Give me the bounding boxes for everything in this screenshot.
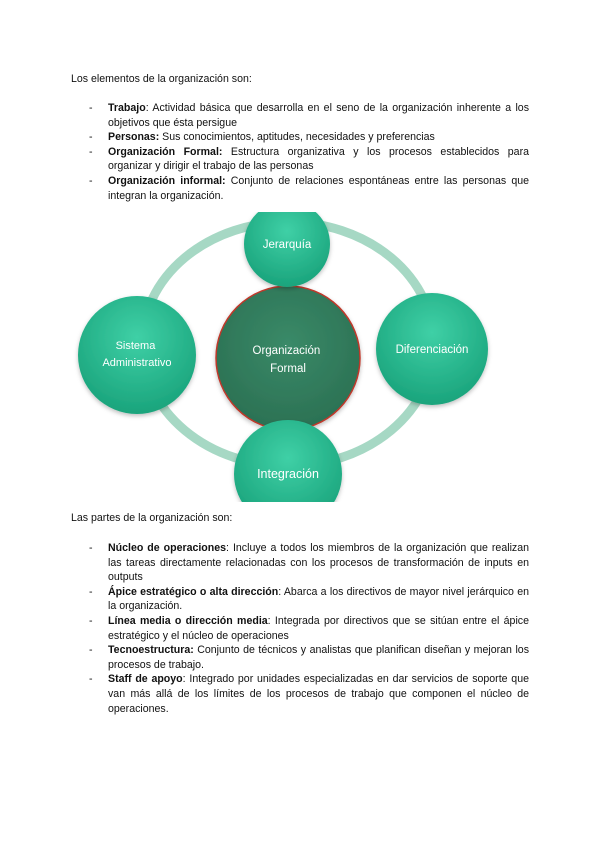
center-node: [216, 286, 360, 430]
list-item: - Staff de apoyo: Integrado por unidades especializadas en dar servicios de soporte que van más allá de los límites de los procesos de trabajo que componen el núcleo de operaciones.: [89, 673, 529, 715]
node-sistema-administrativo: [78, 296, 196, 414]
node-integracion-label: Integración: [257, 467, 319, 481]
list-item: - Trabajo: Actividad básica que desarrolla en el seno de la organización inherente a los objetivos que ésta persigue: [89, 102, 529, 129]
parts-list: [71, 541, 529, 716]
node-sistema-label-line1: Sistema: [115, 340, 156, 352]
node-sistema-label-line2: Administrativo: [102, 357, 172, 369]
list-item: - Tecnoestructura: Conjunto de técnicos y analistas que planifican diseñan y mejoran los procesos de trabajo.: [89, 644, 529, 671]
list-item: - Línea media o dirección media: Integrada por directivos que se sitúan entre el ápice estratégico y el núcleo de operaciones: [89, 614, 529, 642]
intro-elements: Los elementos de la organización son:: [71, 73, 252, 85]
list-item: - Ápice estratégico o alta dirección: Abarca a los directivos de mayor nivel jerárquico en la organización.: [89, 585, 529, 613]
list-item: - Organización Formal: Estructura organizativa y los procesos establecidos para organizar y dirigir el trabajo de las personas: [89, 145, 529, 173]
node-diferenciacion-label: Diferenciación: [395, 344, 469, 356]
list-item: - Núcleo de operaciones: Incluye a todos los miembros de la organización que realizan las tareas directamente relacionadas con los procesos de transformación de inputs en outputs: [89, 542, 529, 584]
center-label-line2: Formal: [270, 363, 306, 375]
list-item: - Personas: Sus conocimientos, aptitudes, necesidades y preferencias: [89, 131, 435, 144]
elements-list: [71, 101, 529, 203]
list-item: - Organización informal: Conjunto de relaciones espontáneas entre las personas que integran la organización.: [89, 174, 529, 202]
intro-parts: Las partes de la organización son:: [71, 512, 233, 524]
organization-diagram: [60, 212, 540, 502]
node-integracion: [234, 420, 342, 502]
center-label-line1: Organización: [252, 345, 321, 357]
node-jerarquia-label: Jerarquía: [262, 239, 312, 251]
